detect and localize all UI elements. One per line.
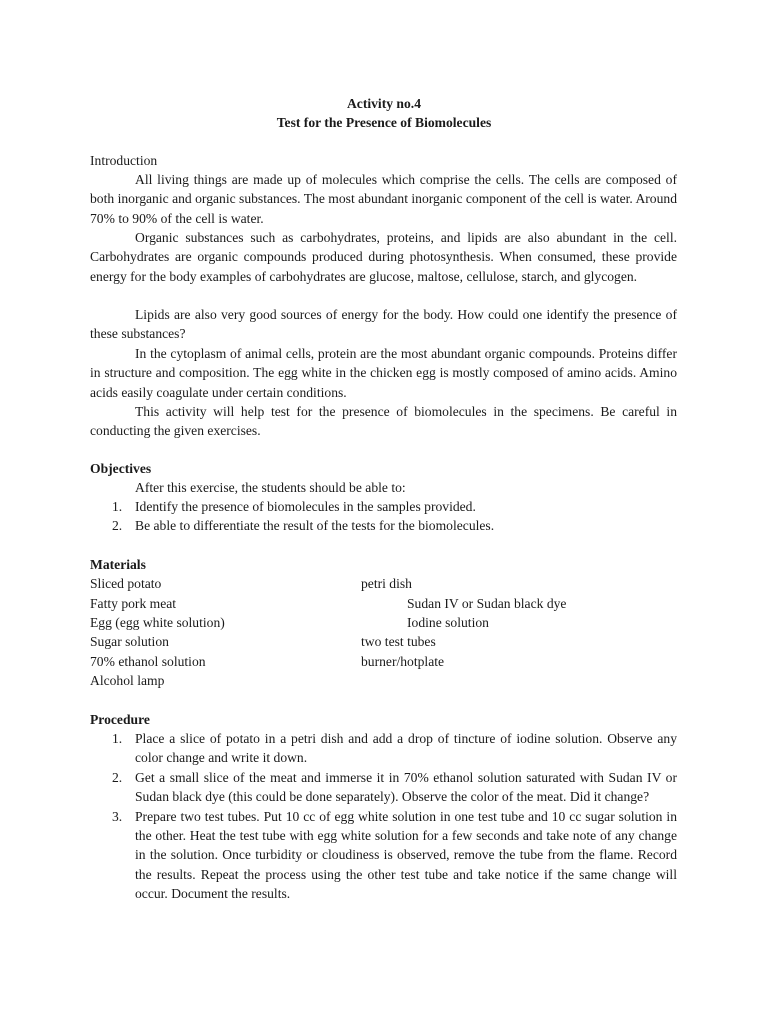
item-number: 3.	[112, 808, 123, 824]
intro-paragraph-4: In the cytoplasm of animal cells, protein are the most abundant organic compounds. Proteins differ in structure and composition. The egg white in the chicken egg is mostly composed of amino acids. Amino acids easily coagulate under certain conditions.	[90, 346, 677, 400]
activity-number: Activity no.4	[346, 96, 421, 111]
material-item: Fatty pork meat	[90, 596, 177, 611]
material-item: Sugar solution	[90, 634, 169, 649]
item-text: Place a slice of potato in a petri dish and add a drop of tincture of iodine solution. Observe any color change and write it down.	[135, 731, 677, 766]
intro-paragraph-5: This activity will help test for the presence of biomolecules in the specimens. Be careful in conducting the given exercises.	[90, 404, 677, 439]
material-item: Sliced potato	[90, 576, 162, 591]
material-item: 70% ethanol solution	[90, 654, 206, 669]
item-number: 2.	[112, 518, 123, 534]
intro-paragraph-2: Organic substances such as carbohydrates, proteins, and lipids are also abundant in the cell. Carbohydrates are organic compounds produced during photosynthesis. When consumed, these provide energy for the body examples of carbohydrates are glucose, maltose, cellulose, starch, and glycogen.	[90, 230, 677, 284]
page-title: Test for the Presence of Biomolecules	[276, 115, 492, 130]
materials-heading: Materials	[90, 557, 146, 572]
material-item: petri dish	[361, 576, 412, 591]
intro-paragraph-3: Lipids are also very good sources of energy for the body. How could one identify the presence of these substances?	[90, 307, 677, 342]
introduction-label: Introduction	[90, 153, 158, 168]
material-item: Egg (egg white solution)	[90, 615, 225, 630]
material-item: two test tubes	[361, 634, 436, 649]
item-number: 1.	[112, 499, 123, 514]
material-item: Alcohol lamp	[90, 673, 165, 688]
item-text: Prepare two test tubes. Put 10 cc of egg white solution in one test tube and 10 cc sugar solution in the other. Heat the test tube with egg white solution for a few seconds and take note of any change in the solution. Once turbidity or cloudiness is observed, remove the tube from the flame. Record the results. Repeat the process using the other test tube and take notice if the same change will occur. Document the results.	[135, 808, 677, 902]
objectives-lead: After this exercise, the students should be able to:	[135, 480, 406, 495]
item-text: Be able to differentiate the result of the tests for the biomolecules.	[135, 518, 495, 534]
procedure-list	[90, 729, 677, 904]
procedure-heading: Procedure	[90, 712, 150, 727]
material-item: Sudan IV or Sudan black dye	[407, 596, 567, 611]
item-text: Identify the presence of biomolecules in the samples provided.	[135, 499, 476, 514]
material-item: Iodine solution	[407, 615, 489, 630]
objectives-list	[90, 497, 677, 536]
item-number: 1.	[112, 731, 123, 746]
list-item	[90, 516, 677, 535]
item-text: Get a small slice of the meat and immerse it in 70% ethanol solution saturated with Sudan IV or Sudan black dye (this could be done separately). Observe the color of the meat. Did it change?	[135, 769, 677, 805]
material-item: burner/hotplate	[361, 654, 445, 669]
item-number: 2.	[112, 769, 123, 785]
list-item	[90, 497, 677, 516]
intro-paragraph-1: All living things are made up of molecules which comprise the cells. The cells are composed of both inorganic and organic substances. The most abundant inorganic component of the cell is water. Around 70% to 90% of the cell is water.	[90, 172, 677, 226]
list-item	[90, 729, 677, 768]
list-item	[90, 768, 677, 807]
list-item	[90, 807, 677, 904]
objectives-heading: Objectives	[90, 461, 152, 476]
